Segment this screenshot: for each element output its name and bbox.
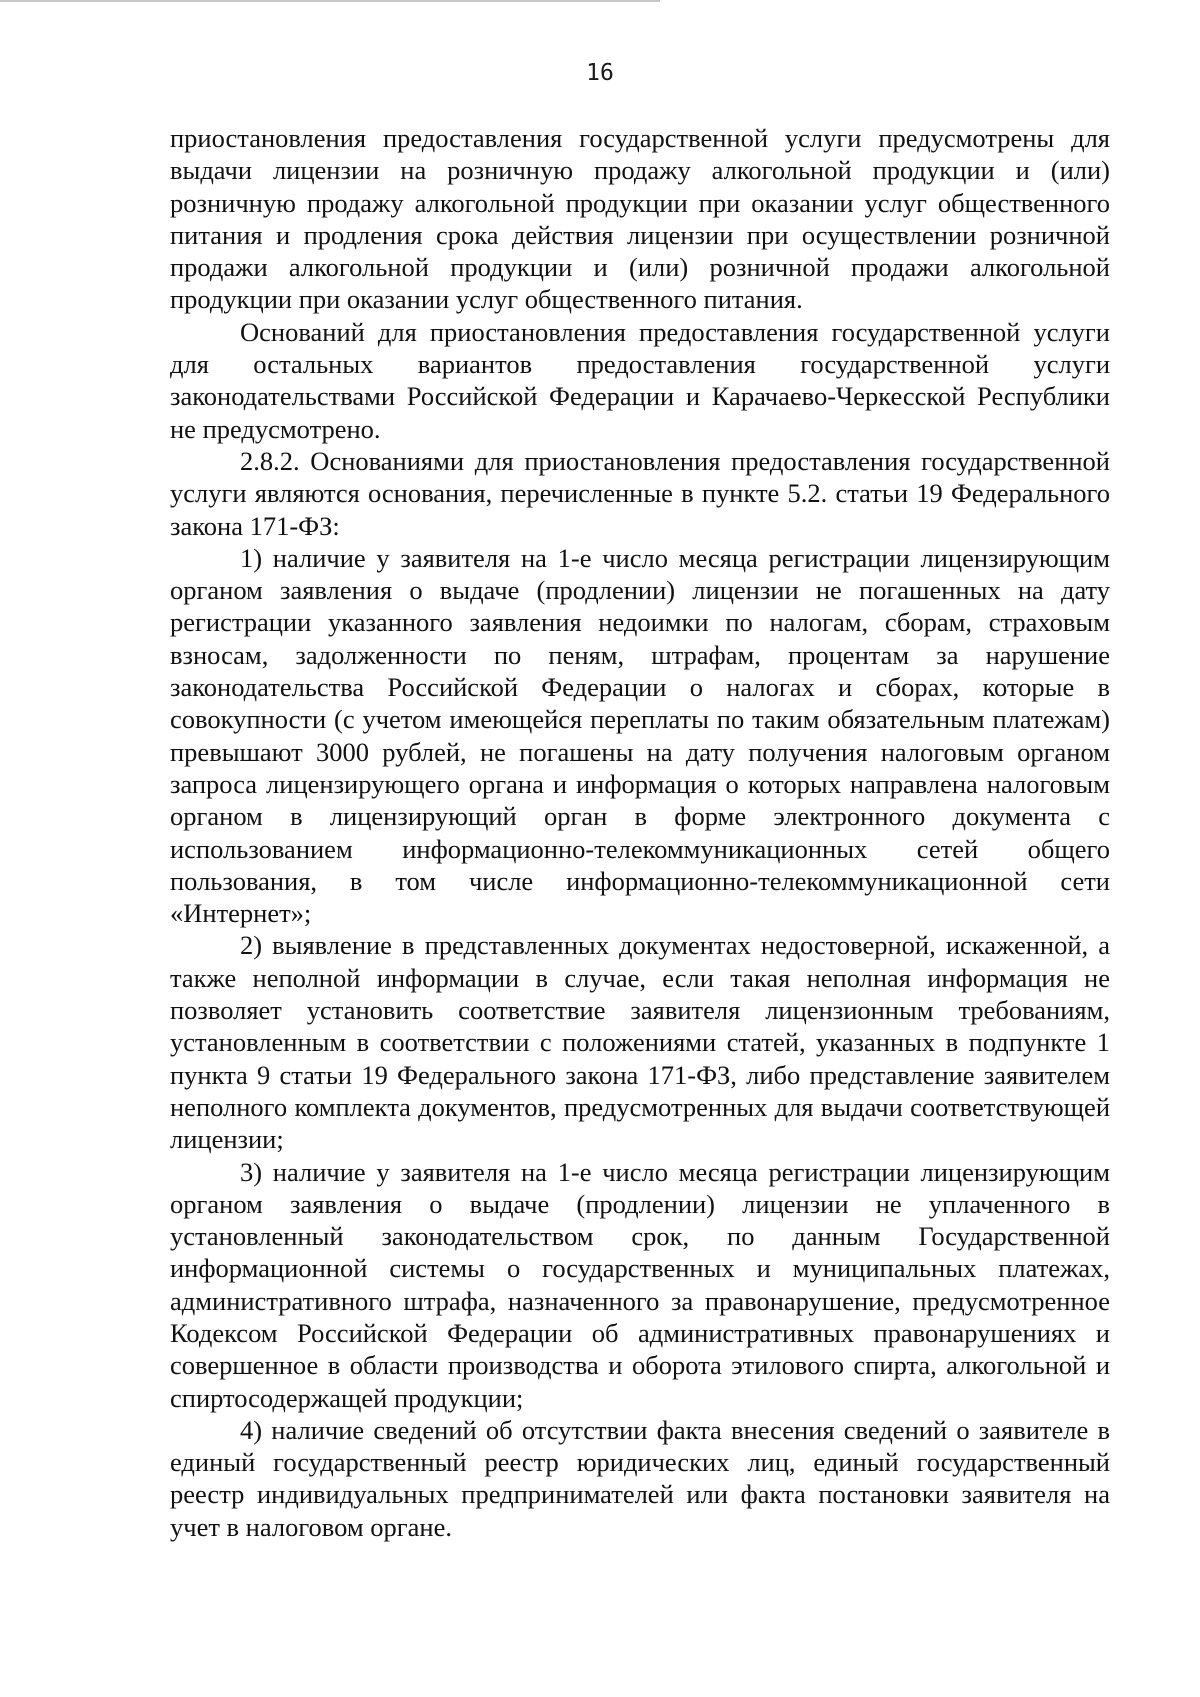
page-number: 16 bbox=[586, 60, 614, 86]
list-item-2: 2) выявление в представленных документах недостоверной, искаженной, а также неполной информации в случае, если такая неполная информация не позволяет установить соответствие заявителя лицензионным требованиям, установленным в соответствии с положениями статей, указанных в подпункте 1 пункта 9 статьи 19 Федерального закона 171-ФЗ, либо представление заявителем неполного комплекта документов, предусмотренных для выдачи соответствующей лицензии; bbox=[170, 930, 1110, 1155]
list-item-4: 4) наличие сведений об отсутствии факта внесения сведений о заявителе в единый государственный реестр юридических лиц, единый государственный реестр индивидуальных предпринимателей или факта постановки заявителя на учет в налоговом органе. bbox=[170, 1414, 1110, 1542]
paragraph-no-grounds: Оснований для приостановления предоставления государственной услуги для остальных вариантов предоставления государственной услуги законодательствами Российской Федерации и Карачаево-Черкесской Республики не предусмотрено. bbox=[170, 316, 1110, 444]
paragraph-continuation: приостановления предоставления государственной услуги предусмотрены для выдачи лицензии на розничную продажу алкогольной продукции и (или) розничную продажу алкогольной продукции при оказании услуг общественного питания и продления срока действия лицензии при осуществлении розничной продажи алкогольной продукции и (или) розничной продажи алкогольной продукции при оказании услуг общественного питания. bbox=[170, 123, 1110, 315]
paragraph-2-8-2: 2.8.2. Основаниями для приостановления предоставления государственной услуги являются основания, перечисленные в пункте 5.2. статьи 19 Федерального закона 171-ФЗ: bbox=[170, 445, 1110, 541]
list-item-1: 1) наличие у заявителя на 1-е число месяца регистрации лицензирующим органом заявления о выдаче (продлении) лицензии не погашенных на дату регистрации указанного заявления недоимки по налогам, сборам, страховым взносам, задолженности по пеням, штрафам, процентам за нарушение законодательства Российской Федерации о налогах и сборах, которые в совокупности (с учетом имеющейся переплаты по таким обязательным платежам) превышают 3000 рублей, не погашены на дату получения налоговым органом запроса лицензирующего органа и информация о которых направлена налоговым органом в лицензирующий орган в форме электронного документа с использованием информационно-телекоммуникационных сетей общего пользования, в том числе информационно-телекоммуникационной сети «Интернет»; bbox=[170, 542, 1110, 929]
scan-top-edge bbox=[0, 0, 660, 2]
document-body bbox=[170, 122, 1110, 1543]
list-item-3: 3) наличие у заявителя на 1-е число месяца регистрации лицензирующим органом заявления о выдаче (продлении) лицензии не уплаченного в установленный законодательством срок, по данным Государственной информационной системы о государственных и муниципальных платежах, административного штрафа, назначенного за правонарушение, предусмотренное Кодексом Российской Федерации об административных правонарушениях и совершенное в области производства и оборота этилового спирта, алкогольной и спиртосодержащей продукции; bbox=[170, 1156, 1110, 1413]
